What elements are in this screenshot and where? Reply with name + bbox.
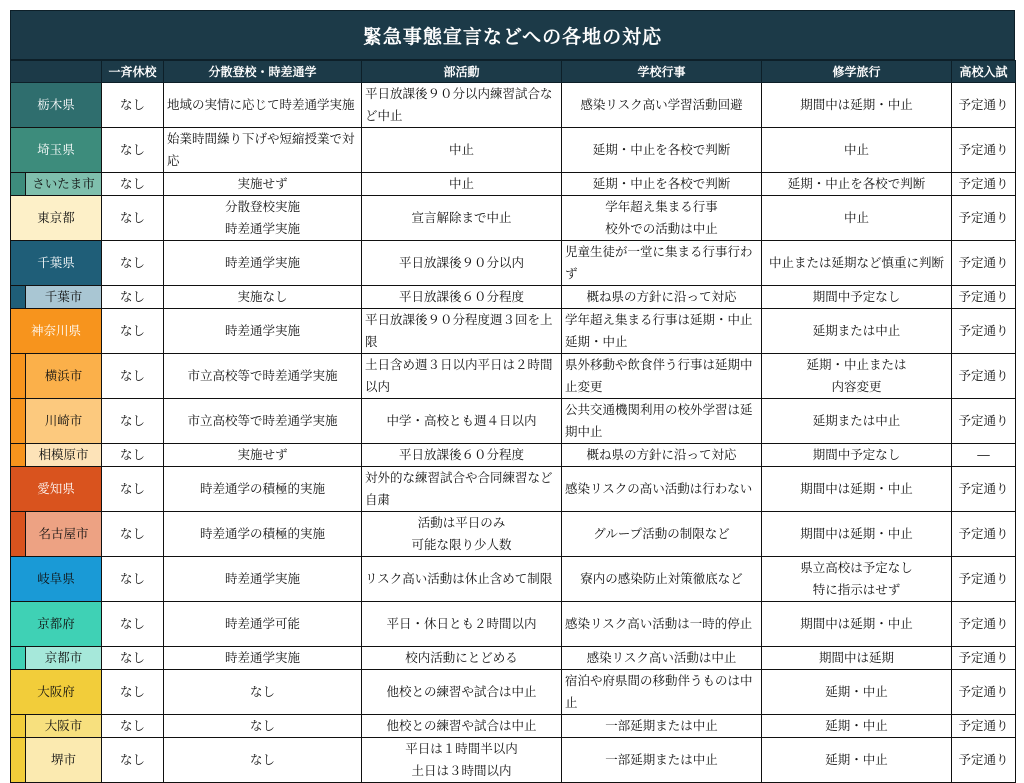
exam-cell: 予定通り <box>952 196 1016 241</box>
trips-cell: 期間中予定なし <box>762 286 952 309</box>
exam-cell: 予定通り <box>952 286 1016 309</box>
club-cell: 平日は１時間半以内 土日は３時間以内 <box>362 738 562 783</box>
prefecture-cell <box>11 128 102 173</box>
trips-cell: 中止または延期など慎重に判断 <box>762 241 952 286</box>
exam-cell: 予定通り <box>952 467 1016 512</box>
city-cell <box>11 444 102 467</box>
exam-cell: 予定通り <box>952 557 1016 602</box>
club-cell: 対外的な練習試合や合同練習など自粛 <box>362 467 562 512</box>
exam-cell: 予定通り <box>952 738 1016 783</box>
city-name: 相模原市 <box>25 444 101 466</box>
closure-cell: なし <box>102 241 164 286</box>
staggered-cell: 時差通学の積極的実施 <box>164 512 362 557</box>
trips-cell: 延期または中止 <box>762 309 952 354</box>
exam-cell: 予定通り <box>952 670 1016 715</box>
table-row <box>11 241 1016 286</box>
closure-cell: なし <box>102 83 164 128</box>
club-cell: リスク高い活動は休止含めて制限 <box>362 557 562 602</box>
closure-cell: なし <box>102 715 164 738</box>
exam-cell: 予定通り <box>952 128 1016 173</box>
closure-cell: なし <box>102 354 164 399</box>
prefecture-cell <box>11 557 102 602</box>
prefecture-name: 神奈川県 <box>11 309 101 353</box>
club-cell: 平日放課後６０分程度 <box>362 286 562 309</box>
header-region <box>11 61 102 83</box>
staggered-cell: 時差通学実施 <box>164 647 362 670</box>
staggered-cell: 時差通学の積極的実施 <box>164 467 362 512</box>
table-row <box>11 173 1016 196</box>
exam-cell: 予定通り <box>952 512 1016 557</box>
club-cell: 活動は平日のみ 可能な限り少人数 <box>362 512 562 557</box>
exam-cell: 予定通り <box>952 715 1016 738</box>
closure-cell: なし <box>102 602 164 647</box>
document-title: 緊急事態宣言などへの各地の対応 <box>10 10 1015 60</box>
trips-cell: 期間中は延期・中止 <box>762 512 952 557</box>
table-row <box>11 738 1016 783</box>
header-club-activities: 部活動 <box>362 61 562 83</box>
events-cell: 感染リスク高い学習活動回避 <box>562 83 762 128</box>
prefecture-name: 愛知県 <box>11 467 101 511</box>
trips-cell: 期間中予定なし <box>762 444 952 467</box>
trips-cell: 中止 <box>762 128 952 173</box>
prefecture-name: 千葉県 <box>11 241 101 285</box>
closure-cell: なし <box>102 173 164 196</box>
trips-cell: 延期・中止を各校で判断 <box>762 173 952 196</box>
exam-cell: 予定通り <box>952 309 1016 354</box>
events-cell: 児童生徒が一堂に集まる行事行わず <box>562 241 762 286</box>
closure-cell: なし <box>102 557 164 602</box>
city-name: 堺市 <box>25 738 101 782</box>
closure-cell: なし <box>102 647 164 670</box>
city-name: さいたま市 <box>25 173 101 195</box>
trips-cell: 期間中は延期・中止 <box>762 83 952 128</box>
events-cell: 学年超え集まる行事 校外での活動は中止 <box>562 196 762 241</box>
staggered-cell: 時差通学実施 <box>164 241 362 286</box>
exam-cell: 予定通り <box>952 354 1016 399</box>
club-cell: 平日放課後９０分以内 <box>362 241 562 286</box>
closure-cell: なし <box>102 670 164 715</box>
events-cell: 学年超え集まる行事は延期・中止延期・中止 <box>562 309 762 354</box>
city-cell <box>11 647 102 670</box>
header-staggered-attendance: 分散登校・時差通学 <box>164 61 362 83</box>
header-school-trips: 修学旅行 <box>762 61 952 83</box>
staggered-cell: なし <box>164 670 362 715</box>
exam-cell: 予定通り <box>952 83 1016 128</box>
closure-cell: なし <box>102 399 164 444</box>
exam-cell: 予定通り <box>952 241 1016 286</box>
club-cell: 平日放課後６０分程度 <box>362 444 562 467</box>
prefecture-cell <box>11 196 102 241</box>
events-cell: 公共交通機関利用の校外学習は延期中止 <box>562 399 762 444</box>
events-cell: 一部延期または中止 <box>562 738 762 783</box>
exam-cell: 予定通り <box>952 647 1016 670</box>
city-name: 京都市 <box>25 647 101 669</box>
staggered-cell: なし <box>164 738 362 783</box>
events-cell: 寮内の感染防止対策徹底など <box>562 557 762 602</box>
prefecture-name: 埼玉県 <box>11 128 101 172</box>
city-cell <box>11 738 102 783</box>
closure-cell: なし <box>102 738 164 783</box>
table-row <box>11 444 1016 467</box>
table-row <box>11 557 1016 602</box>
prefecture-cell <box>11 467 102 512</box>
events-cell: 県外移動や飲食伴う行事は延期中止変更 <box>562 354 762 399</box>
city-cell <box>11 286 102 309</box>
club-cell: 平日放課後９０分程度週３回を上限 <box>362 309 562 354</box>
exam-cell: 予定通り <box>952 602 1016 647</box>
prefecture-cell <box>11 83 102 128</box>
club-cell: 校内活動にとどめる <box>362 647 562 670</box>
events-cell: グループ活動の制限など <box>562 512 762 557</box>
club-cell: 土日含め週３日以内平日は２時間以内 <box>362 354 562 399</box>
document <box>10 10 1015 783</box>
staggered-cell: 市立高校等で時差通学実施 <box>164 399 362 444</box>
table-row <box>11 128 1016 173</box>
club-cell: 中止 <box>362 173 562 196</box>
staggered-cell: 時差通学実施 <box>164 557 362 602</box>
header-entrance-exams: 高校入試 <box>952 61 1016 83</box>
staggered-cell: なし <box>164 715 362 738</box>
staggered-cell: 分散登校実施 時差通学実施 <box>164 196 362 241</box>
table-row <box>11 399 1016 444</box>
city-cell <box>11 399 102 444</box>
trips-cell: 期間中は延期 <box>762 647 952 670</box>
trips-cell: 延期・中止または 内容変更 <box>762 354 952 399</box>
club-cell: 宣言解除まで中止 <box>362 196 562 241</box>
exam-cell: 予定通り <box>952 173 1016 196</box>
table-row <box>11 670 1016 715</box>
club-cell: 平日・休日とも２時間以内 <box>362 602 562 647</box>
table-body <box>11 83 1016 783</box>
city-cell <box>11 512 102 557</box>
table-row <box>11 467 1016 512</box>
closure-cell: なし <box>102 196 164 241</box>
prefecture-cell <box>11 670 102 715</box>
prefecture-name: 岐阜県 <box>11 557 101 601</box>
trips-cell: 延期・中止 <box>762 738 952 783</box>
table-row <box>11 309 1016 354</box>
trips-cell: 延期・中止 <box>762 670 952 715</box>
closure-cell: なし <box>102 309 164 354</box>
closure-cell: なし <box>102 128 164 173</box>
table-row <box>11 196 1016 241</box>
closure-cell: なし <box>102 444 164 467</box>
header-school-events: 学校行事 <box>562 61 762 83</box>
trips-cell: 延期または中止 <box>762 399 952 444</box>
table-row <box>11 286 1016 309</box>
staggered-cell: 実施なし <box>164 286 362 309</box>
prefecture-name: 栃木県 <box>11 83 101 127</box>
events-cell: 感染リスクの高い活動は行わない <box>562 467 762 512</box>
prefecture-cell <box>11 309 102 354</box>
club-cell: 他校との練習や試合は中止 <box>362 715 562 738</box>
club-cell: 平日放課後９０分以内練習試合など中止 <box>362 83 562 128</box>
city-name: 名古屋市 <box>25 512 101 556</box>
trips-cell: 期間中は延期・中止 <box>762 467 952 512</box>
staggered-cell: 始業時間繰り下げや短縮授業で対応 <box>164 128 362 173</box>
table-row <box>11 647 1016 670</box>
events-cell: 宿泊や府県間の移動伴うものは中止 <box>562 670 762 715</box>
city-cell <box>11 715 102 738</box>
closure-cell: なし <box>102 286 164 309</box>
staggered-cell: 地域の実情に応じて時差通学実施 <box>164 83 362 128</box>
city-name: 千葉市 <box>25 286 101 308</box>
club-cell: 他校との練習や試合は中止 <box>362 670 562 715</box>
prefecture-name: 京都府 <box>11 602 101 646</box>
events-cell: 延期・中止を各校で判断 <box>562 128 762 173</box>
city-cell <box>11 354 102 399</box>
events-cell: 概ね県の方針に沿って対応 <box>562 286 762 309</box>
staggered-cell: 市立高校等で時差通学実施 <box>164 354 362 399</box>
trips-cell: 期間中は延期・中止 <box>762 602 952 647</box>
city-name: 横浜市 <box>25 354 101 398</box>
city-name: 川崎市 <box>25 399 101 443</box>
closure-cell: なし <box>102 512 164 557</box>
club-cell: 中止 <box>362 128 562 173</box>
table-row <box>11 602 1016 647</box>
closure-cell: なし <box>102 467 164 512</box>
events-cell: 延期・中止を各校で判断 <box>562 173 762 196</box>
response-table <box>10 60 1016 783</box>
exam-cell: ― <box>952 444 1016 467</box>
events-cell: 一部延期または中止 <box>562 715 762 738</box>
prefecture-name: 大阪府 <box>11 670 101 714</box>
prefecture-cell <box>11 241 102 286</box>
prefecture-name: 東京都 <box>11 196 101 240</box>
table-row <box>11 83 1016 128</box>
trips-cell: 中止 <box>762 196 952 241</box>
table-row <box>11 512 1016 557</box>
trips-cell: 延期・中止 <box>762 715 952 738</box>
header-row <box>11 61 1016 83</box>
events-cell: 感染リスク高い活動は一時的停止 <box>562 602 762 647</box>
events-cell: 感染リスク高い活動は中止 <box>562 647 762 670</box>
header-closure: 一斉休校 <box>102 61 164 83</box>
club-cell: 中学・高校とも週４日以内 <box>362 399 562 444</box>
staggered-cell: 時差通学実施 <box>164 309 362 354</box>
table-row <box>11 354 1016 399</box>
city-name: 大阪市 <box>25 715 101 737</box>
trips-cell: 県立高校は予定なし 特に指示はせず <box>762 557 952 602</box>
staggered-cell: 時差通学可能 <box>164 602 362 647</box>
staggered-cell: 実施せず <box>164 444 362 467</box>
city-cell <box>11 173 102 196</box>
events-cell: 概ね県の方針に沿って対応 <box>562 444 762 467</box>
exam-cell: 予定通り <box>952 399 1016 444</box>
table-row <box>11 715 1016 738</box>
staggered-cell: 実施せず <box>164 173 362 196</box>
prefecture-cell <box>11 602 102 647</box>
